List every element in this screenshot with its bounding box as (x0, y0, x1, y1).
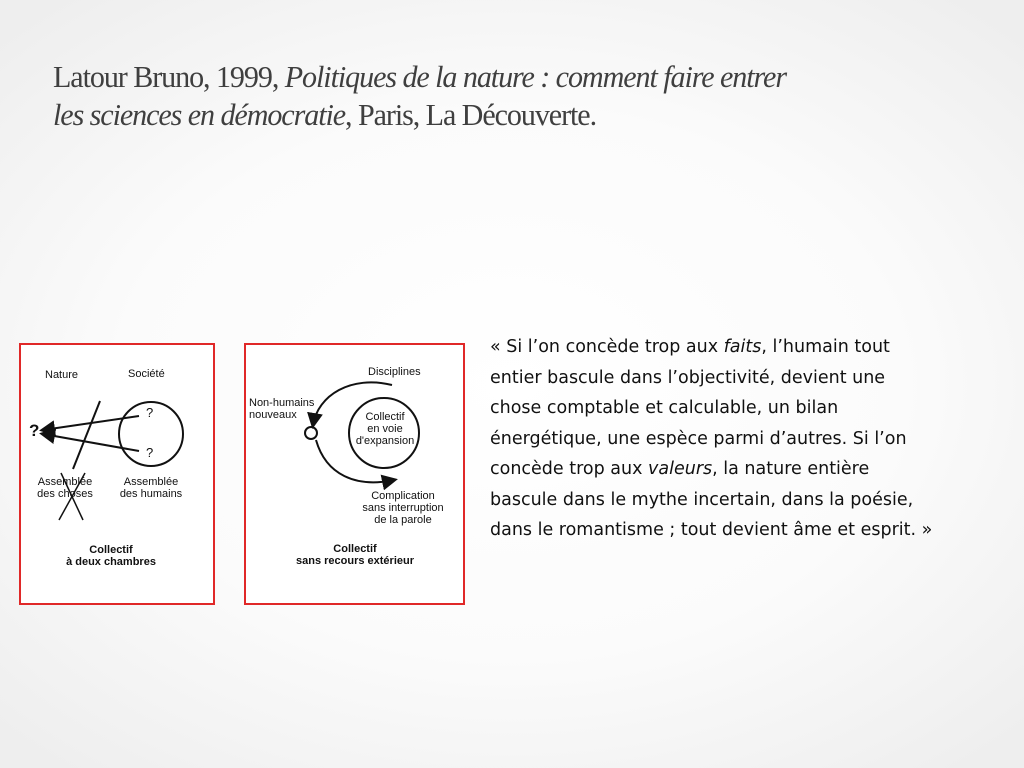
caption-left-line2: à deux chambres (66, 556, 156, 568)
caption-right-line1: Collectif (333, 543, 377, 555)
title-work-part1: Politiques de la nature : comment faire entrer (284, 59, 786, 94)
label-non-humains (249, 397, 314, 421)
complication-line1: Complication (371, 490, 435, 502)
diagram-two-chambers (19, 343, 215, 605)
title-author-year: Latour Bruno, 1999, (53, 59, 285, 94)
diagram-collectif-expansion (244, 343, 465, 605)
label-disciplines: Disciplines (368, 366, 421, 378)
slide-title (53, 58, 926, 134)
label-collectif-expansion (354, 411, 416, 447)
non-humains-line2: nouveaux (249, 409, 297, 421)
label-assemblee-humains (113, 476, 189, 500)
title-publisher: , Paris, La Découverte. (345, 97, 597, 132)
caption-left-line1: Collectif (89, 544, 133, 556)
quote-part1: « Si l’on concède trop aux (490, 337, 724, 357)
assemblee-choses-line1: Assemblée (37, 476, 93, 488)
qmark-top: ? (146, 405, 154, 420)
label-assemblee-choses (34, 476, 96, 500)
non-humains-line1: Non-humains (249, 397, 315, 409)
assemblee-humains-line2: des humains (119, 488, 183, 500)
title-work-part2: les sciences en démocratie (53, 97, 346, 132)
separator-slash (73, 401, 100, 469)
caption-sans-recours (264, 543, 446, 567)
complication-line3: de la parole (374, 514, 432, 526)
collectif-voie-line2: en voie (367, 423, 403, 435)
quote-text (490, 332, 940, 546)
quote-faits: faits (723, 337, 762, 357)
label-societe: Société (128, 368, 165, 380)
assemblee-humains-line1: Assemblée (123, 476, 179, 488)
complication-line2: sans interruption (362, 502, 444, 514)
collectif-voie-line1: Collectif (365, 411, 405, 423)
label-nature: Nature (45, 369, 79, 381)
quote-part3: , la nature entière bascule dans le mythe incertain, dans la poésie, dans le romantisme ; tout devient âme et esprit. » (490, 459, 933, 540)
quote-valeurs: valeurs (648, 459, 713, 479)
qmark-left: ? (29, 421, 40, 440)
assemblee-choses-line2: des choses (37, 488, 93, 500)
collectif-voie-line3: d'expansion (355, 435, 415, 447)
caption-right-line2: sans recours extérieur (295, 555, 414, 567)
caption-deux-chambres (43, 544, 179, 568)
quote-part2: , l’humain tout entier bascule dans l’objectivité, devient une chose comptable et calculable, un bilan énergétique, une espèce parmi d’autres. Si l’on concède trop aux (490, 337, 907, 479)
non-humains-node (305, 427, 317, 439)
qmark-bottom: ? (146, 445, 154, 460)
arrow-lower (43, 434, 139, 451)
label-complication (348, 490, 458, 526)
